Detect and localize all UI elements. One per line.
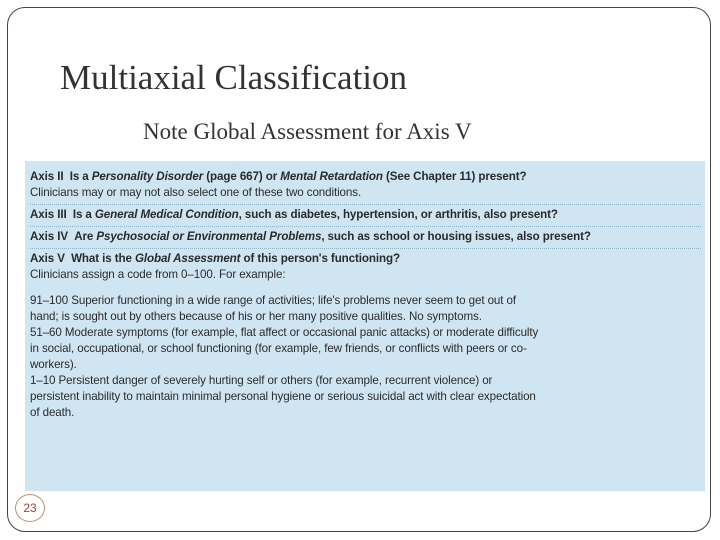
slide-subtitle: Note Global Assessment for Axis V — [143, 119, 472, 144]
axis-5-line-2: Clinicians assign a code from 0–100. For example: — [30, 268, 286, 281]
example-51-60-line-3: workers). — [30, 358, 77, 371]
example-1-10-line-2: persistent inability to maintain minimal personal hygiene or serious suicidal act with clear expectation — [30, 390, 536, 403]
axis-3-line-1 — [30, 207, 701, 223]
axis-2-line-1 — [30, 169, 701, 185]
spacer — [30, 283, 701, 293]
slide-number: 23 — [15, 494, 45, 522]
axis-5-label: Axis V — [30, 252, 65, 265]
example-1-10-line-3: of death. — [30, 406, 75, 419]
example-1-10-line-1: 1–10 Persistent danger of severely hurting self or others (for example, recurrent violence) or — [30, 374, 493, 387]
axis-2-text-e: (See Chapter 11) present? — [382, 170, 527, 183]
example-51-60-line-2: in social, occupational, or school functioning (for example, few friends, or conflicts with peers or co- — [30, 342, 527, 355]
axis-4-row — [30, 227, 701, 249]
axis-2-line-2: Clinicians may or may not also select one of these two conditions. — [30, 186, 362, 199]
axis-3-row — [30, 205, 701, 227]
axis-4-text-a: Are — [74, 230, 97, 243]
axis-2-label: Axis II — [30, 170, 64, 183]
axis-5-text-a: What is the — [71, 252, 135, 265]
example-91-100-line-2: hand; is sought out by others because of his or her many positive qualities. No symptoms. — [30, 310, 482, 323]
axis-2-term-2: Mental Retardation — [280, 170, 383, 183]
axis-table-image — [25, 161, 705, 491]
axis-4-term: Psychosocial or Environmental Problems — [96, 230, 322, 243]
axis-2-text-c: (page 667) or — [203, 170, 281, 183]
axis-4-line-1 — [30, 229, 701, 245]
example-51-60-line-1: 51–60 Moderate symptoms (for example, flat affect or occasional panic attacks) or moderate difficulty — [30, 326, 539, 339]
axis-5-text-c: of this person's functioning? — [240, 252, 400, 265]
axis-5-line-1 — [30, 251, 701, 267]
axis-5-row — [30, 249, 701, 424]
axis-2-text-a: Is a — [69, 170, 92, 183]
axis-4-text-c: , such as school or housing issues, also present? — [321, 230, 591, 243]
axis-2-row — [30, 167, 701, 205]
axis-3-text-a: Is a — [72, 208, 95, 221]
axis-2-term-1: Personality Disorder — [91, 170, 204, 183]
axis-4-label: Axis IV — [30, 230, 68, 243]
example-91-100-line-1: 91–100 Superior functioning in a wide range of activities; life's problems never seem to get out of — [30, 294, 516, 307]
axis-3-label: Axis III — [30, 208, 67, 221]
axis-3-term: General Medical Condition — [94, 208, 239, 221]
axis-3-text-c: , such as diabetes, hypertension, or arthritis, also present? — [238, 208, 558, 221]
axis-5-term: Global Assessment — [134, 252, 241, 265]
slide-title: Multiaxial Classification — [60, 58, 408, 97]
